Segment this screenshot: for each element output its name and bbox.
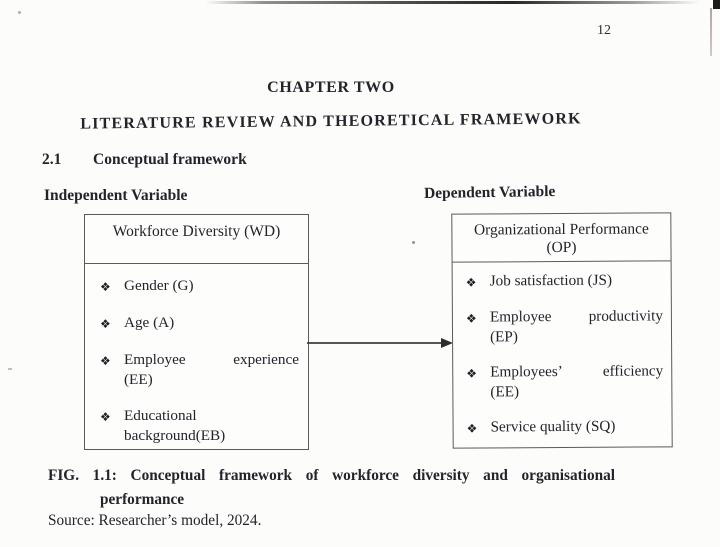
list-item (100, 350, 299, 390)
list-item (100, 406, 299, 446)
list-item (466, 306, 663, 347)
item-text: Gender (G) (124, 277, 194, 294)
diamond-bullet-icon: ❖ (100, 354, 111, 368)
item-text-line2: (EE) (124, 371, 153, 388)
item-text: Job satisfaction (JS) (489, 271, 613, 290)
diamond-bullet-icon: ❖ (100, 280, 111, 294)
item-text-line1: Educational (124, 407, 197, 424)
item-text (124, 350, 299, 390)
diamond-bullet-icon: ❖ (100, 317, 111, 331)
wd-box-title: Workforce Diversity (WD) (85, 215, 308, 264)
source-note: Source: Researcher’s model, 2024. (48, 512, 262, 529)
item-text-word: productivity (588, 307, 663, 325)
item-text (490, 306, 663, 347)
item-text-word: Employees’ (490, 362, 563, 381)
item-text-word: Employee (124, 351, 186, 368)
diamond-bullet-icon: ❖ (466, 366, 478, 381)
item-text-word: efficiency (602, 362, 664, 380)
diamond-bullet-icon: ❖ (465, 311, 477, 326)
item-text: Age (A) (124, 314, 175, 331)
scan-artifact-top-bar (205, 1, 700, 4)
section-number: 2.1 (42, 151, 62, 168)
arrow-wd-to-op (306, 335, 454, 351)
list-item (467, 416, 664, 438)
op-box-title-line1: Organizational Performance (473, 220, 649, 239)
item-text-word: experience (233, 351, 299, 368)
scan-artifact-corner-mark (713, 0, 720, 9)
list-item (100, 276, 299, 297)
workforce-diversity-box (84, 214, 309, 450)
op-box-items (453, 261, 672, 438)
scan-artifact-speck (18, 11, 21, 14)
chapter-heading: CHAPTER TWO (267, 79, 395, 96)
scan-artifact-speck (8, 368, 12, 370)
list-item (466, 270, 663, 292)
page-number: 12 (597, 23, 611, 38)
item-text (490, 361, 663, 402)
chapter-subtitle: LITERATURE REVIEW AND THEORETICAL FRAMEWORK (80, 110, 582, 133)
item-text-line2: (EE) (490, 383, 520, 401)
organizational-performance-box (451, 212, 672, 448)
item-text (124, 406, 299, 446)
item-text-word: Employee (489, 308, 552, 326)
item-text-line2: (EP) (489, 328, 518, 346)
diamond-bullet-icon: ❖ (466, 421, 478, 436)
item-text-line2: background(EB) (124, 427, 226, 444)
wd-box-items (85, 264, 308, 446)
independent-variable-label: Independent Variable (44, 187, 188, 204)
scan-artifact-speck (412, 241, 415, 244)
item-text: Service quality (SQ) (490, 417, 616, 436)
section-title: Conceptual framework (93, 151, 247, 168)
scan-artifact-edge-line (710, 8, 712, 56)
diamond-bullet-icon: ❖ (465, 275, 477, 290)
list-item (466, 361, 663, 402)
dependent-variable-label: Dependent Variable (423, 182, 556, 203)
op-box-title (452, 213, 670, 262)
figure-caption-line2: performance (100, 491, 185, 508)
diamond-bullet-icon: ❖ (100, 410, 111, 424)
list-item (100, 313, 299, 334)
op-box-title-line2: (OP) (546, 238, 577, 257)
figure-caption-line1: FIG. 1.1: Conceptual framework of workforce diversity and organisational (48, 467, 615, 484)
